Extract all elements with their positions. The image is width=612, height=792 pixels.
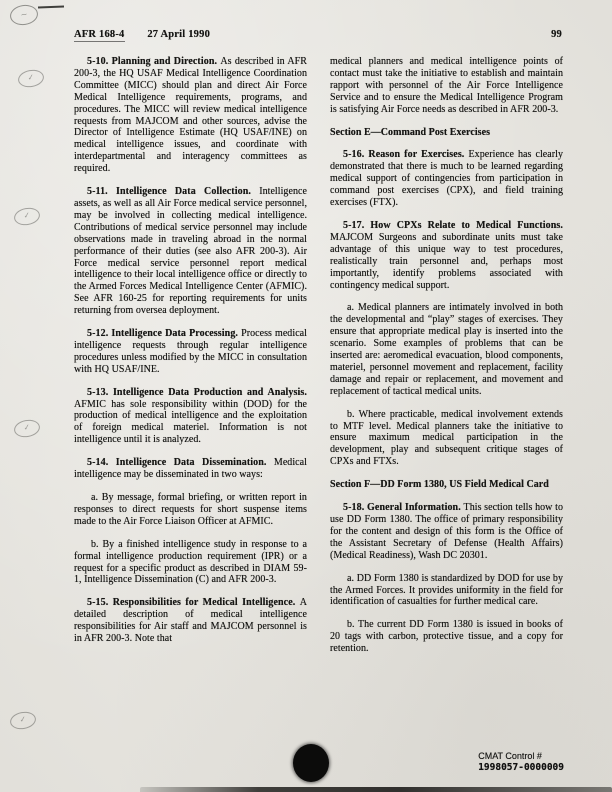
hole-punch-mark — [293, 744, 329, 782]
paragraph: b. The current DD Form 1380 is issued in books of 20 tags with carbon, protective tissue, and a copy for retention. — [330, 619, 563, 655]
cmat-control-block — [478, 750, 564, 774]
paragraph: medical planners and medical intelligence points of contact must take the initiative to establish and maintain rapport with personnel of the Air Force Intelligence Service and to ensure the Medical Intelligence Program is satisfying Air Force needs as described in AFR 200-3. — [330, 56, 563, 115]
paragraph: 5-13. Intelligence Data Production and Analysis. AFMIC has sole responsibility within (DOD) for the production of medical intelligence and the exploitation of foreign medical materiel. Information is not intelligence until it is analyzed. — [74, 386, 307, 446]
paragraph: 5-14. Intelligence Data Dissemination. Medical intelligence may be disseminated in two ways: — [74, 457, 307, 481]
paragraph: 5-17. How CPXs Relate to Medical Functions. MAJCOM Surgeons and subordinate units must take advantage of this unique way to test procedures, realistically train personnel and, perhaps most importantly, identify problems associated with contingency medical support. — [330, 219, 563, 291]
right-text-column — [330, 56, 563, 666]
paragraph: 5-10. Planning and Direction. As described in AFR 200-3, the HQ USAF Medical Intelligence Coordination Committee (MICC) should plan and direct Air Force Medical Intelligence requirements, programs, and procedures. The MICC will review medical intelligence requests from MAJCOM and other sources, advise the Director of Intelligence Estimate (HQ USAF/INE) on medical intelligence issues, and coordinate with interdepartmental and interagency committees as required. — [74, 56, 308, 175]
paragraph: a. DD Form 1380 is standardized by DOD for use by the Armed Forces. It provides uniformity in the field for identification of casualties for further medical care. — [330, 572, 563, 608]
paragraph: a. By message, formal briefing, or written report in responses to direct requests for short suspense items made to the Air Force Liaison Officer at AFMIC. — [74, 492, 307, 527]
paragraph: 5-18. General Information. This section tells how to use DD Form 1380. The office of primary responsibility for the content and design of this form is the Office of the Assistant Secretary of Defense (Health Affairs) (Medical Readiness), Wash DC 20301. — [330, 502, 563, 561]
left-text-column — [74, 56, 307, 656]
paragraph: 5-11. Intelligence Data Collection. Intelligence assets, as well as all Air Force medical service personnel, may be involved in collecting medical intelligence. Contributions of medical service personnel may include observations made in traveling abroad in the normal performance of their duties (see also AFR 200-3). Air Force medical service personnel report medical intelligence to their local intelligence office or directly to the Armed Forces Medical Intelligence Center (AFMIC). See AFR 160-25 for reporting requirements for units returning from oversea deployment. — [74, 186, 307, 317]
paragraph: 5-16. Reason for Exercises. Experience has clearly demonstrated that there is much to be learned regarding medical support of contingencies from participation in command post exercises (CPX), and field training exercises (FTX). — [330, 149, 564, 209]
paragraph: 5-12. Intelligence Data Processing. Process medical intelligence requests through regular intelligence procedures unless modified by the MICC in consultation with HQ USAF/INE. — [74, 328, 307, 375]
page-number: 99 — [551, 29, 562, 40]
paragraph: b. Where practicable, medical involvement extends to MTF level. Medical planners take the initiative to ensure maximum medical participation in the development, play and subsequent critique stages of CPXs and FTXs. — [330, 408, 563, 468]
scan-artifact-line — [38, 6, 64, 9]
paragraph: 5-15. Responsibilities for Medical Intelligence. A detailed description of medical intelligence responsibilities for Air staff and MAJCOM personnel is in AFR 200-3. Note that — [74, 597, 307, 645]
margin-annotation-mark: ~ — [9, 3, 40, 27]
margin-annotation-mark: ✓ — [13, 418, 42, 439]
paragraph: a. Medical planners are intimately involved in both the developmental and “play” stages of exercises. They ensure that appropriate medical play is inserted into the scenario. Some examples of problems that can be inserted are: aeromedical evacuation, blood components, materiel, personnel movement and replacement, facility damage and repair or replacement, and movement and replacement of tactical medical units. — [330, 302, 563, 397]
regulation-number: AFR 168-4 — [74, 29, 125, 40]
cmat-control-label: CMAT Control # — [478, 751, 542, 761]
section-heading: Section E—Command Post Exercises — [330, 126, 491, 138]
header-date: 27 April 1990 — [147, 29, 211, 40]
margin-annotation-mark: ✓ — [13, 206, 42, 227]
margin-annotation-mark: ✓ — [17, 68, 46, 89]
margin-annotation-mark: ✓ — [9, 710, 38, 731]
scan-artifact-bottom-edge — [140, 787, 612, 792]
page-header — [74, 29, 562, 40]
section-heading: Section F—DD Form 1380, US Field Medical Card — [330, 479, 549, 491]
cmat-control-number: 1998057-0000009 — [478, 762, 564, 773]
paragraph: b. By a finished intelligence study in response to a formal intelligence production requirement (IPR) or a request for a specific product as described in DIAM 59-1, Intelligence Dissemination (C) and AFR 200-3. — [74, 538, 307, 586]
